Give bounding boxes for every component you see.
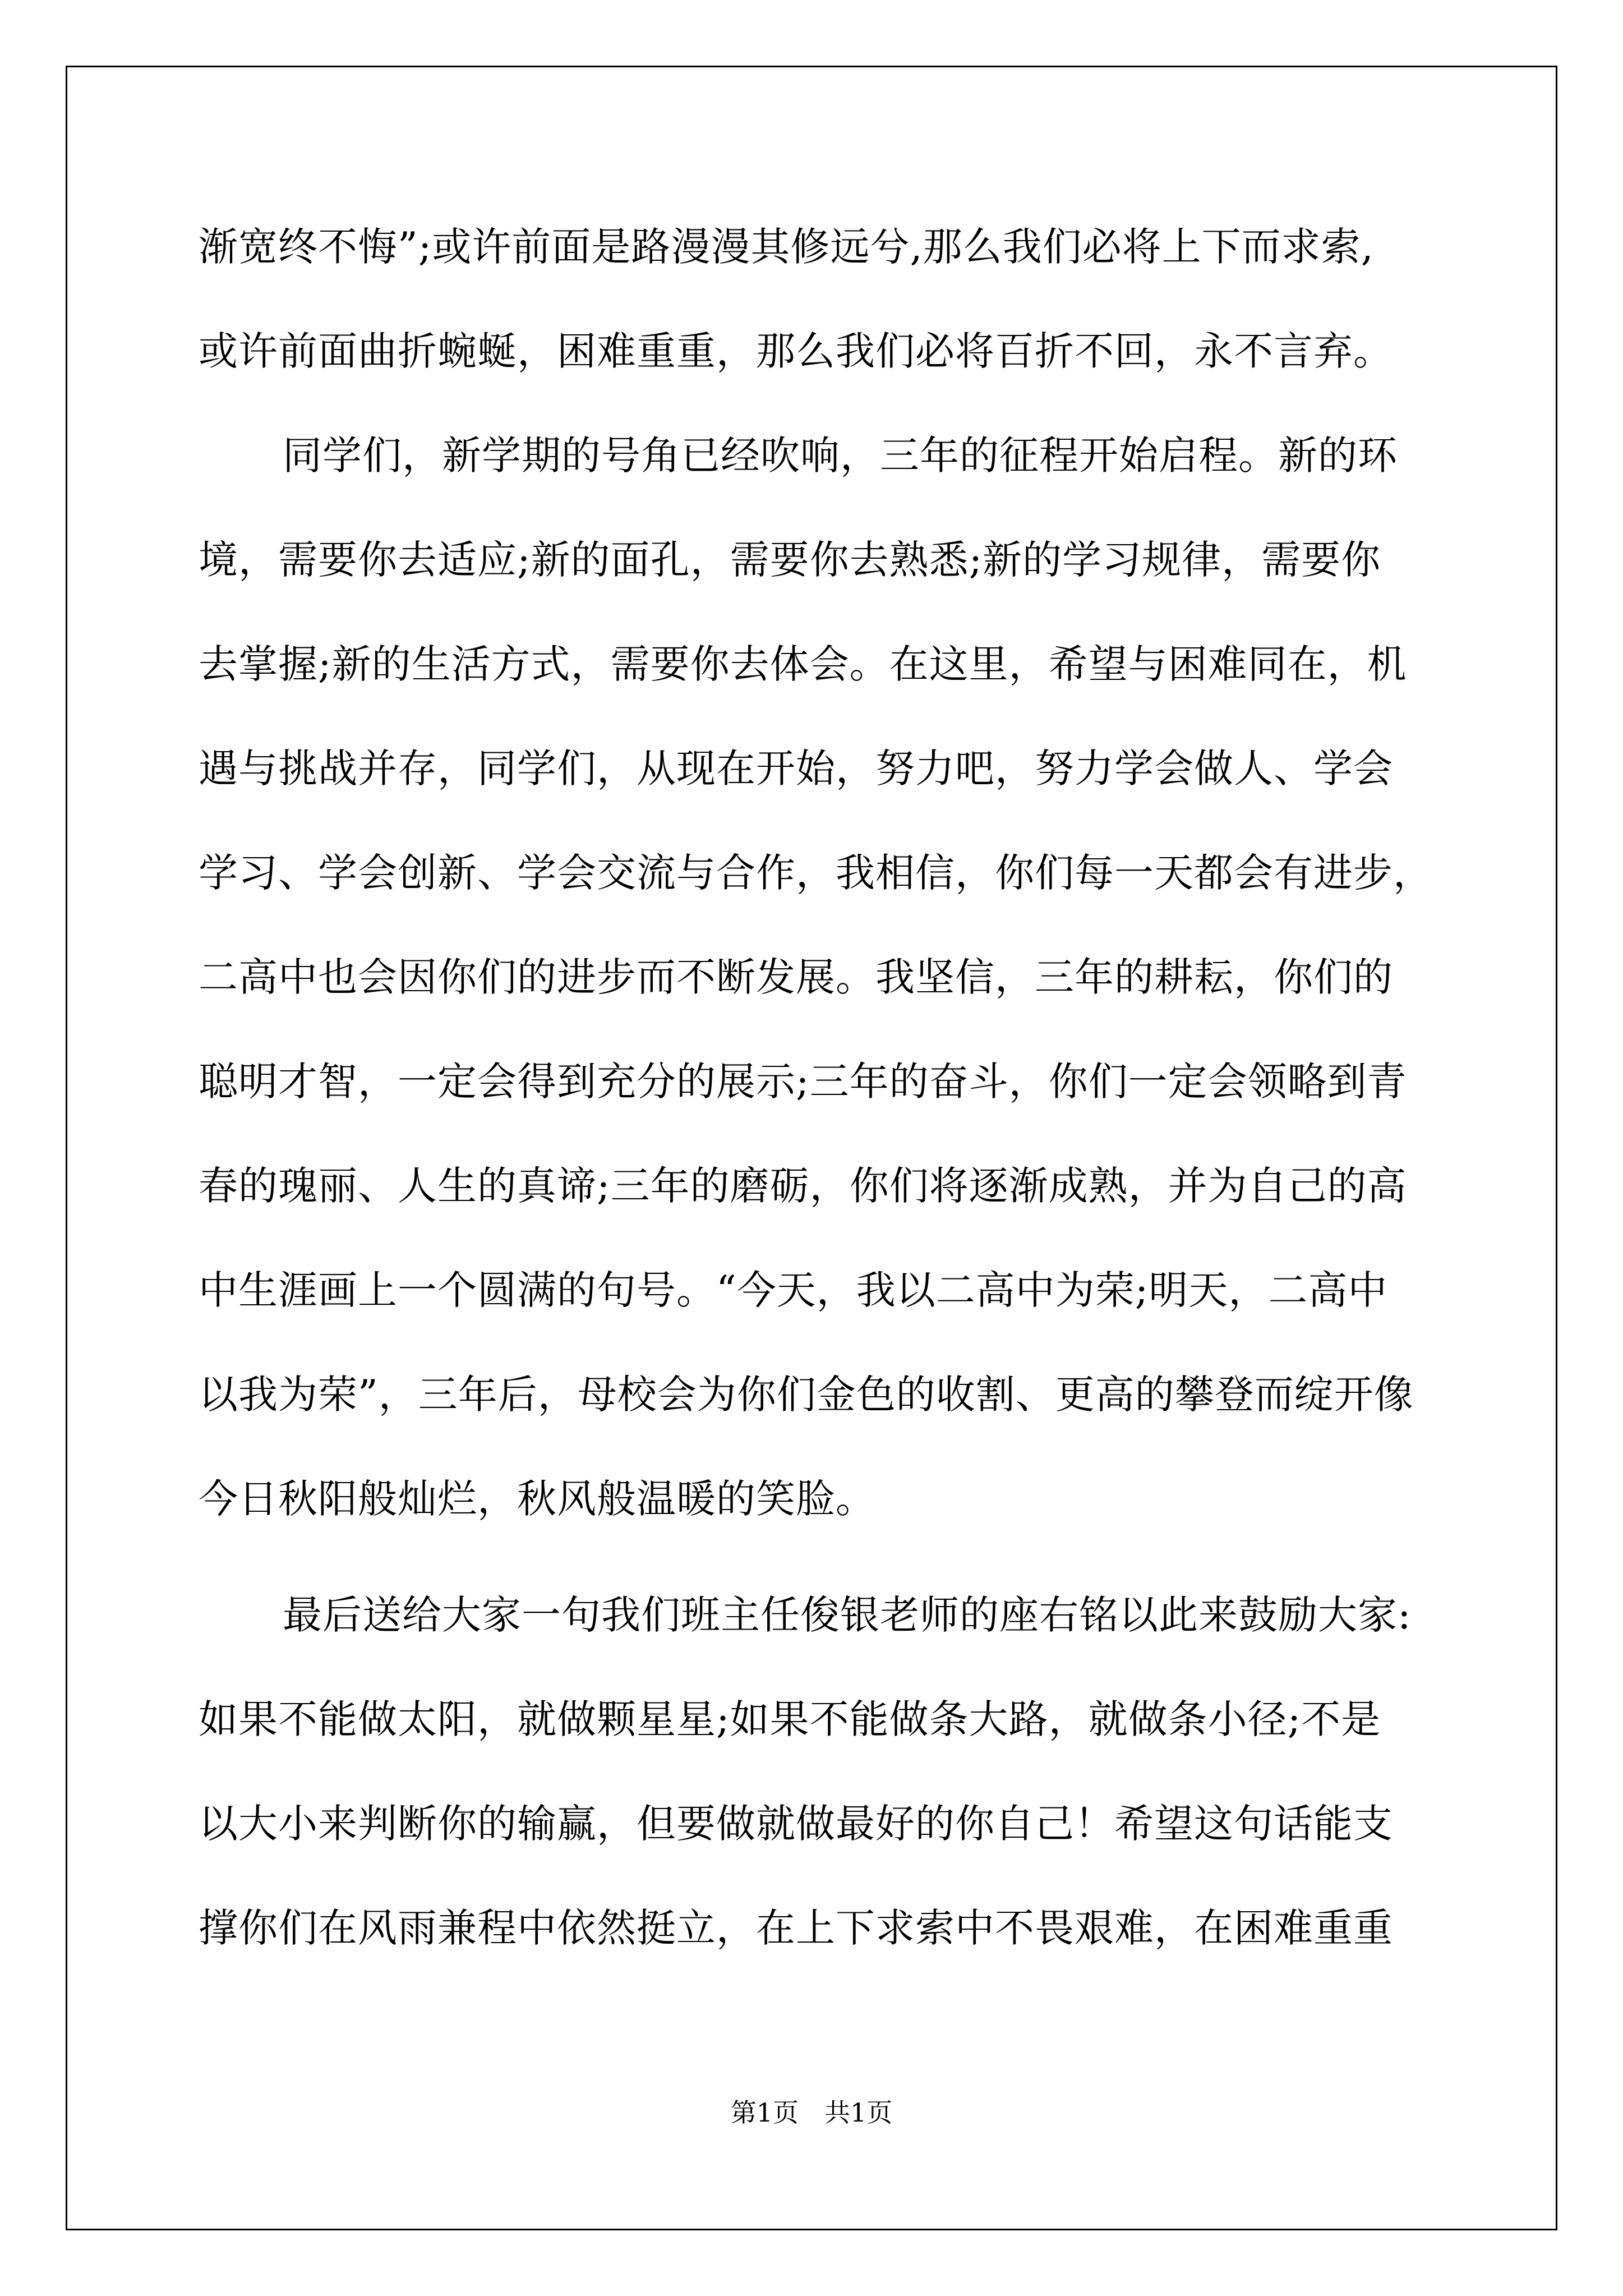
text-line: 撑你们在风雨兼程中依然挺立，在上下求索中不畏艰难，在困难重重: [199, 1905, 1393, 1951]
text-line: 二高中也会因你们的进步而不断发展。我坚信，三年的耕耘，你们的: [199, 954, 1393, 1000]
text-line: 渐宽终不悔”;或许前面是路漫漫其修远兮,那么我们必将上下而求索,: [199, 224, 1374, 270]
text-line: 遇与挑战并存，同学们，从现在开始，努力吧，努力学会做人、学会: [199, 746, 1393, 792]
text-line: 中生涯画上一个圆满的句号。“今天，我以二高中为荣;明天，二高中: [199, 1267, 1388, 1313]
text-line: 境，需要你去适应;新的面孔，需要你去熟悉;新的学习规律，需要你: [199, 537, 1381, 583]
text-line: 今日秋阳般灿烂，秋风般温暖的笑脸。: [199, 1476, 875, 1522]
text-line: 学习、学会创新、学会交流与合作，我相信，你们每一天都会有进步，: [199, 850, 1433, 896]
text-line: 或许前面曲折蜿蜒，困难重重，那么我们必将百折不回，永不言弃。: [199, 328, 1393, 374]
text-line: 以我为荣”，三年后，母校会为你们金色的收割、更高的攀登而绽开像: [199, 1372, 1414, 1418]
text-line: 去掌握;新的生活方式，需要你去体会。在这里，希望与困难同在，机: [199, 641, 1407, 687]
text-line: 以大小来判断你的输赢，但要做就做最好的你自己！希望这句话能支: [199, 1801, 1393, 1847]
text-line: 如果不能做太阳，就做颗星星;如果不能做条大路，就做条小径;不是: [199, 1696, 1381, 1742]
page-number-footer: 第1页 共1页: [730, 2097, 893, 2128]
paragraph-start-line: 最后送给大家一句我们班主任俊银老师的座右铭以此来鼓励大家:: [283, 1592, 1412, 1638]
paragraph-start-line: 同学们，新学期的号角已经吹响，三年的征程开始启程。新的环: [283, 432, 1398, 478]
text-line: 春的瑰丽、人生的真谛;三年的磨砺，你们将逐渐成熟，并为自己的高: [199, 1163, 1407, 1209]
text-line: 聪明才智，一定会得到充分的展示;三年的奋斗，你们一定会领略到青: [199, 1059, 1407, 1105]
